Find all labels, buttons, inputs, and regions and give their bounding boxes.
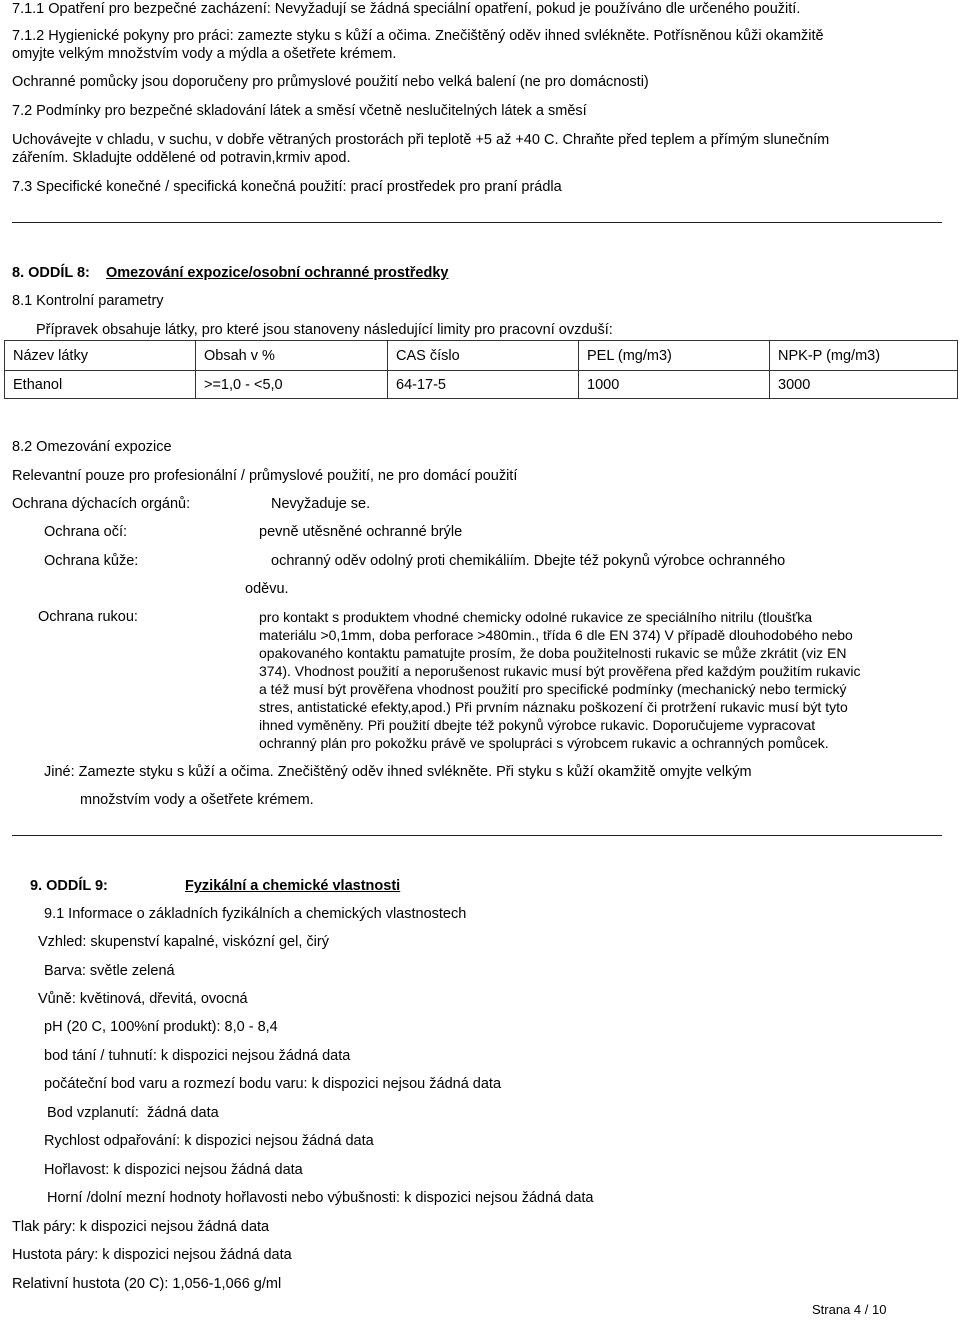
other-protection-line: množstvím vody a ošetřete krémem. xyxy=(80,792,314,808)
respiratory-protection-value: Nevyžaduje se. xyxy=(271,496,371,512)
section-divider xyxy=(12,835,942,836)
table-header-row xyxy=(5,341,958,371)
skin-protection-label: Ochrana kůže: xyxy=(44,553,139,569)
hand-protection-line: opakovaného kontaktu pamatujte prosím, že doba použitelnosti rukavic se může zkrátit (viz EN xyxy=(259,645,847,661)
exposure-controls-title: 8.2 Omezování expozice xyxy=(12,439,172,455)
control-parameters-intro: Přípravek obsahuje látky, pro které jsou stanoveny následující limity pro pracovní ovzduší: xyxy=(36,322,613,338)
table-cell: 64-17-5 xyxy=(388,371,579,399)
eye-protection-label: Ochrana očí: xyxy=(44,524,128,540)
storage-line: Uchovávejte v chladu, v suchu, v dobře větraných prostorách při teplotě +5 až +40 C. Chraňte před teplem a přímým slunečním xyxy=(12,132,830,148)
section-9-number: 9. ODDÍL 9: xyxy=(30,878,108,894)
hand-protection-line: pro kontakt s produktem vhodné chemicky odolné rukavice ze speciálního nitrilu (tloušťka xyxy=(259,609,813,625)
basic-properties-title: 9.1 Informace o základních fyzikálních a chemických vlastnostech xyxy=(44,906,467,922)
section-8-number: 8. ODDÍL 8: xyxy=(12,265,90,281)
table-cell: >=1,0 - <5,0 xyxy=(196,371,388,399)
property-line: Vzhled: skupenství kapalné, viskózní gel, čirý xyxy=(38,934,329,950)
property-line: Barva: světle zelená xyxy=(44,963,175,979)
hand-protection-line: ihned vyměněny. Při použití dbejte též pokynů výrobce rukavic. Doporučujeme vypracovat xyxy=(259,717,816,733)
property-line: počáteční bod varu a rozmezí bodu varu: k dispozici nejsou žádná data xyxy=(44,1076,502,1092)
hand-protection-line: ochranný plán pro pokožku právě ve spolupráci s výrobcem rukavic a ochranných pomůcek. xyxy=(259,735,829,751)
property-line: bod tání / tuhnutí: k dispozici nejsou žádná data xyxy=(44,1048,351,1064)
property-line: Bod vzplanutí: žádná data xyxy=(47,1105,219,1121)
other-protection-line: Jiné: Zamezte styku s kůží a očima. Znečištěný oděv ihned svlékněte. Při styku s kůží okamžitě omyjte velkým xyxy=(44,764,752,780)
property-line: Vůně: květinová, dřevitá, ovocná xyxy=(38,991,248,1007)
property-line: Hustota páry: k dispozici nejsou žádná data xyxy=(12,1247,292,1263)
handling-precautions: 7.1.1 Opatření pro bezpečné zacházení: Nevyžadují se žádná speciální opatření, pokud je používáno dle určeného použití. xyxy=(12,1,801,17)
table-cell: Ethanol xyxy=(5,371,196,399)
hygiene-line: 7.1.2 Hygienické pokyny pro práci: zamezte styku s kůží a očima. Znečištěný oděv ihned svlékněte. Potřísněnou kůži okamžitě xyxy=(12,28,824,44)
section-9-title: Fyzikální a chemické vlastnosti xyxy=(185,878,401,894)
hand-protection-line: stres, antistatické efekty,apod.) Při prvním náznaku poškození či protržení rukavic musí být tyto xyxy=(259,699,848,715)
exposure-limits-table xyxy=(4,340,958,399)
exposure-controls-note: Relevantní pouze pro profesionální / průmyslové použití, ne pro domácí použití xyxy=(12,468,518,484)
hygiene-line: omyjte velkým množstvím vody a mýdla a ošetřete krémem. xyxy=(12,46,397,62)
hand-protection-label: Ochrana rukou: xyxy=(38,609,138,625)
section-divider xyxy=(12,222,942,223)
table-cell: 1000 xyxy=(579,371,770,399)
table-header-cell: CAS číslo xyxy=(388,341,579,371)
property-line: Horní /dolní mezní hodnoty hořlavosti nebo výbušnosti: k dispozici nejsou žádná data xyxy=(47,1190,594,1206)
respiratory-protection-label: Ochrana dýchacích orgánů: xyxy=(12,496,191,512)
property-line: pH (20 C, 100%ní produkt): 8,0 - 8,4 xyxy=(44,1019,278,1035)
eye-protection-value: pevně utěsněné ochranné brýle xyxy=(259,524,463,540)
property-line: Relativní hustota (20 C): 1,056-1,066 g/ml xyxy=(12,1276,282,1292)
property-line: Tlak páry: k dispozici nejsou žádná data xyxy=(12,1219,270,1235)
hand-protection-line: 374). Vhodnost použití a neporušenost rukavic musí být prověřena před každým použitím rukavic xyxy=(259,663,861,679)
property-line: Rychlost odpařování: k dispozici nejsou žádná data xyxy=(44,1133,374,1149)
hand-protection-line: materiálu >0,1mm, doba perforace >480min., třída 6 dle EN 374) V případě dlouhodobého nebo xyxy=(259,627,853,643)
end-use: 7.3 Specifické konečné / specifická konečná použití: prací prostředek pro praní prádla xyxy=(12,179,562,195)
property-line: Hořlavost: k dispozici nejsou žádná data xyxy=(44,1162,303,1178)
hand-protection-line: a též musí být prověřena vhodnost použití pro specifické podmínky (mechanický nebo termický xyxy=(259,681,847,697)
storage-title: 7.2 Podmínky pro bezpečné skladování látek a směsí včetně neslučitelných látek a směsí xyxy=(12,103,587,119)
table-header-cell: PEL (mg/m3) xyxy=(579,341,770,371)
storage-line: zářením. Skladujte oddělené od potravin,krmiv apod. xyxy=(12,150,351,166)
table-header-cell: NPK-P (mg/m3) xyxy=(770,341,958,371)
skin-protection-value: ochranný oděv odolný proti chemikáliím. Dbejte též pokynů výrobce ochranného xyxy=(271,553,786,569)
section-8-title: Omezování expozice/osobní ochranné prostředky xyxy=(106,265,449,281)
table-cell: 3000 xyxy=(770,371,958,399)
ppe-note: Ochranné pomůcky jsou doporučeny pro průmyslové použití nebo velká balení (ne pro domácnosti) xyxy=(12,74,649,90)
table-row xyxy=(5,371,958,399)
skin-protection-value: oděvu. xyxy=(245,581,289,597)
control-parameters-title: 8.1 Kontrolní parametry xyxy=(12,293,164,309)
page-number: Strana 4 / 10 xyxy=(812,1302,887,1317)
table-header-cell: Obsah v % xyxy=(196,341,388,371)
table-header-cell: Název látky xyxy=(5,341,196,371)
